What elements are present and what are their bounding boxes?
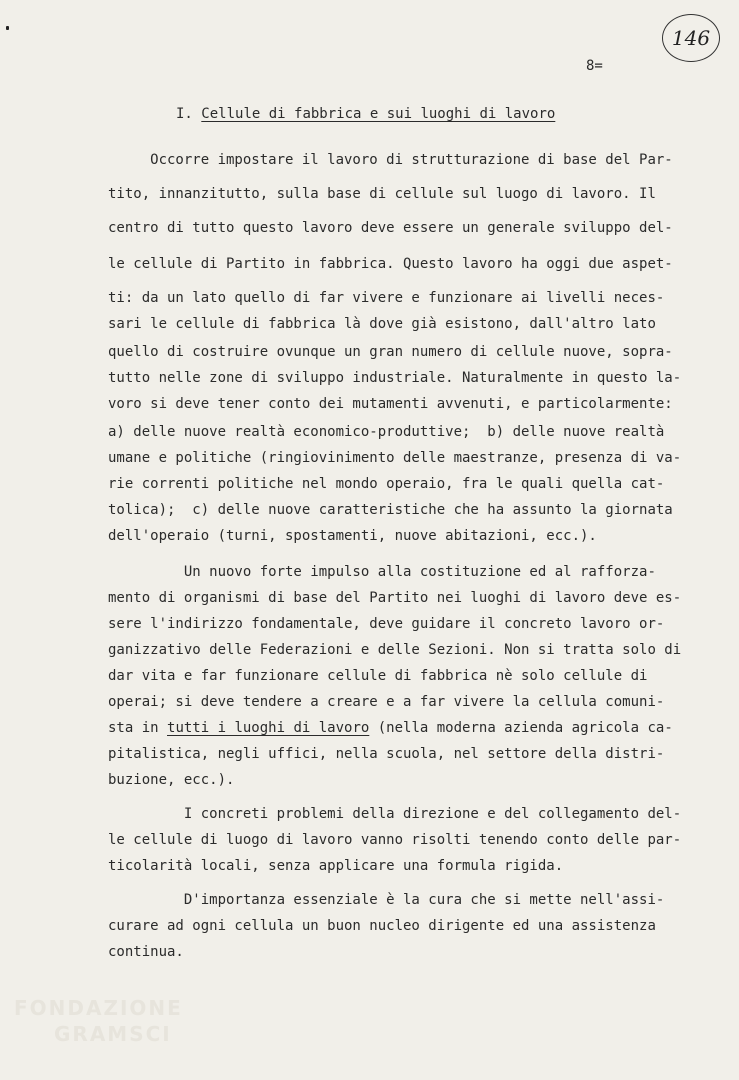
text-line: centro di tutto questo lavoro deve essere un generale sviluppo del- xyxy=(108,220,673,236)
text-line: quello di costruire ovunque un gran numero di cellule nuove, sopra- xyxy=(108,344,673,360)
text-line: a) delle nuove realtà economico-produttive; b) delle nuove realtà xyxy=(108,424,665,440)
text-line: Un nuovo forte impulso alla costituzione ed al rafforza- xyxy=(108,564,656,580)
text-line: D'importanza essenziale è la cura che si mette nell'assi- xyxy=(108,892,665,908)
archive-watermark xyxy=(14,995,194,1065)
watermark-line: FONDAZIONE xyxy=(14,996,183,1020)
underlined-phrase: tutti i luoghi di lavoro xyxy=(167,720,370,736)
text-line: ganizzativo delle Federazioni e delle Sezioni. Non si tratta solo di xyxy=(108,642,682,658)
text-line: dar vita e far funzionare cellule di fabbrica nè solo cellule di xyxy=(108,668,648,684)
text-line: tito, innanzitutto, sulla base di cellule sul luogo di lavoro. Il xyxy=(108,186,656,202)
text-line: rie correnti politiche nel mondo operaio, fra le quali quella cat- xyxy=(108,476,665,492)
text-line: ti: da un lato quello di far vivere e funzionare ai livelli neces- xyxy=(108,290,665,306)
text-line: le cellule di Partito in fabbrica. Questo lavoro ha oggi due aspet- xyxy=(108,256,673,272)
text-line: sari le cellule di fabbrica là dove già esistono, dall'altro lato xyxy=(108,316,656,332)
section-heading xyxy=(176,106,555,122)
page-number: 8= xyxy=(586,58,603,74)
watermark-line: GRAMSCI xyxy=(54,1022,172,1046)
heading-title: Cellule di fabbrica e sui luoghi di lavoro xyxy=(201,106,556,122)
text-line: mento di organismi di base del Partito nei luoghi di lavoro deve es- xyxy=(108,590,682,606)
text-line: voro si deve tener conto dei mutamenti avvenuti, e particolarmente: xyxy=(108,396,673,412)
archive-number-stamp: 146 xyxy=(662,14,720,62)
text-line: ticolarità locali, senza applicare una formula rigida. xyxy=(108,858,564,874)
text-line: operai; si deve tendere a creare e a far vivere la cellula comuni- xyxy=(108,694,665,710)
text-line: Occorre impostare il lavoro di strutturazione di base del Par- xyxy=(108,152,673,168)
scan-speck xyxy=(6,26,9,30)
text-line-with-underline xyxy=(108,718,673,738)
text-line: tutto nelle zone di sviluppo industriale. Naturalmente in questo la- xyxy=(108,370,682,386)
text-line: sere l'indirizzo fondamentale, deve guidare il concreto lavoro or- xyxy=(108,616,665,632)
text-line: curare ad ogni cellula un buon nucleo dirigente ed una assistenza xyxy=(108,918,656,934)
text-line: pitalistica, negli uffici, nella scuola, nel settore della distri- xyxy=(108,746,665,762)
text-line: le cellule di luogo di lavoro vanno risolti tenendo conto delle par- xyxy=(108,832,682,848)
text-line: umane e politiche (ringiovinimento delle maestranze, presenza di va- xyxy=(108,450,682,466)
heading-prefix: I. xyxy=(176,106,202,122)
line-part: (nella moderna azienda agricola ca- xyxy=(369,720,673,736)
text-line: continua. xyxy=(108,944,184,960)
text-line: buzione, ecc.). xyxy=(108,772,235,788)
text-line: dell'operaio (turni, spostamenti, nuove abitazioni, ecc.). xyxy=(108,528,597,544)
text-line: I concreti problemi della direzione e del collegamento del- xyxy=(108,806,682,822)
line-part: sta in xyxy=(108,720,168,736)
text-line: tolica); c) delle nuove caratteristiche che ha assunto la giornata xyxy=(108,502,673,518)
